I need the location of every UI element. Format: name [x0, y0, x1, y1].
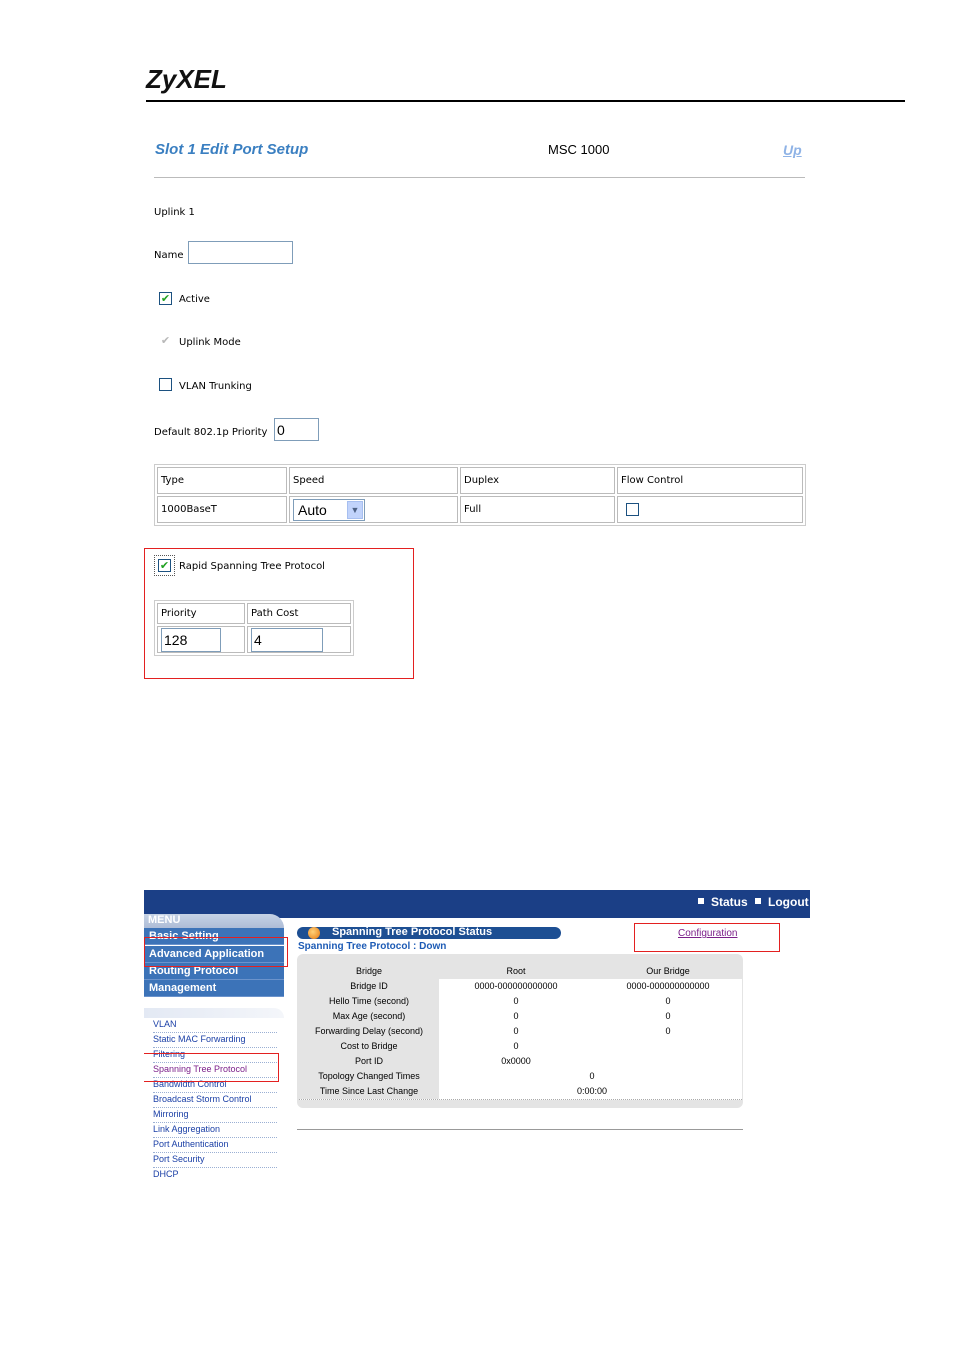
rstp-priority-header: Priority [157, 603, 245, 624]
submenu-broadcast-storm-control[interactable]: Broadcast Storm Control [153, 1092, 277, 1108]
stp-state: Spanning Tree Protocol : Down [298, 941, 447, 952]
duplex-value: Full [460, 496, 615, 523]
active-label: Active [179, 294, 210, 305]
flow-control-checkbox[interactable] [626, 503, 639, 516]
speed-cell [289, 496, 458, 523]
active-checkbox[interactable]: ✔ [160, 292, 171, 305]
name-input[interactable] [188, 241, 293, 264]
submenu-mirroring[interactable]: Mirroring [153, 1107, 277, 1123]
row-label: Cost to Bridge [299, 1039, 439, 1054]
menu-advanced-application[interactable]: Advanced Application [144, 946, 284, 963]
type-value: 1000BaseT [157, 496, 287, 523]
row-label: Hello Time (second) [299, 994, 439, 1009]
submenu-bandwidth-control[interactable]: Bandwidth Control [153, 1077, 277, 1093]
rstp-path-cost-header: Path Cost [247, 603, 351, 624]
submenu-port-authentication[interactable]: Port Authentication [153, 1137, 277, 1153]
speed-value: Auto [298, 501, 327, 518]
row-ours: 0 [665, 1026, 671, 1036]
menu-basic-setting[interactable]: Basic Setting [144, 928, 284, 945]
submenu-static-mac-forwarding[interactable]: Static MAC Forwarding [153, 1032, 277, 1048]
row-root: 0 [513, 996, 519, 1006]
submenu-link-aggregation[interactable]: Link Aggregation [153, 1122, 277, 1138]
vlan-trunking-checkbox[interactable] [159, 378, 172, 391]
menu-routing-protocol[interactable]: Routing Protocol [144, 963, 284, 980]
logout-link[interactable]: Logout [768, 895, 809, 909]
row-label: Bridge ID [299, 979, 439, 994]
row-root: 0 [513, 1011, 519, 1021]
row-label: Forwarding Delay (second) [299, 1024, 439, 1039]
row-label: Max Age (second) [299, 1009, 439, 1024]
col-bridge: Bridge [355, 966, 382, 976]
row-label: Port ID [299, 1054, 439, 1069]
configuration-link[interactable]: Configuration [678, 928, 738, 939]
row-root: 0x0000 [501, 1056, 531, 1066]
row-root: 0000-000000000000 [474, 981, 558, 991]
configuration-highlight [634, 923, 780, 952]
model-name: MSC 1000 [548, 142, 610, 157]
logout-nav[interactable] [753, 895, 809, 909]
submenu-dhcp[interactable]: DHCP [153, 1167, 277, 1182]
row-label: Time Since Last Change [299, 1084, 439, 1099]
col-our-bridge: Our Bridge [646, 966, 690, 976]
table-row [299, 1069, 742, 1085]
row-value: 0:00:00 [576, 1086, 608, 1096]
row-label: Topology Changed Times [299, 1069, 439, 1084]
table-row [299, 994, 742, 1010]
row-root: 0 [513, 1026, 519, 1036]
name-label: Name [154, 250, 184, 261]
zyxel-logo: ZyXEL [146, 64, 227, 94]
priority-label: Default 802.1p Priority [154, 427, 268, 438]
status-nav[interactable] [696, 895, 748, 909]
menu-management[interactable]: Management [144, 980, 284, 997]
submenu-vlan[interactable]: VLAN [153, 1017, 277, 1033]
rstp-path-cost-cell [247, 626, 351, 653]
stp-table-header [299, 964, 742, 979]
rstp-priority-input[interactable] [161, 628, 221, 652]
bottom-divider [297, 1129, 743, 1130]
status-title: Spanning Tree Protocol Status [332, 926, 493, 938]
header-duplex: Duplex [460, 467, 615, 494]
submenu-spanning-tree-protocol[interactable]: Spanning Tree Protocol [153, 1062, 277, 1078]
header-flow-control: Flow Control [617, 467, 803, 494]
menu-title: MENU [148, 914, 181, 926]
speed-select[interactable] [293, 499, 365, 521]
table-row [299, 1039, 742, 1055]
header-speed: Speed [289, 467, 458, 494]
table-row [299, 1024, 742, 1040]
logout-icon [753, 896, 763, 906]
row-ours: 0 [665, 1011, 671, 1021]
header-divider [146, 100, 905, 102]
stp-menu-highlight [144, 1053, 279, 1082]
priority-input[interactable] [274, 418, 319, 441]
section-label: Uplink 1 [154, 207, 195, 218]
port-settings-table [154, 464, 806, 526]
header-type: Type [157, 467, 287, 494]
chevron-down-icon[interactable]: ▼ [347, 501, 363, 519]
uplink-mode-checkbox[interactable]: ✔ [160, 334, 171, 347]
page-title: Slot 1 Edit Port Setup [155, 141, 309, 158]
status-orb-icon [308, 927, 320, 939]
submenu-port-security[interactable]: Port Security [153, 1152, 277, 1168]
rstp-path-cost-input[interactable] [251, 628, 323, 652]
row-value: 0 [589, 1071, 595, 1081]
uplink-mode-label: Uplink Mode [179, 337, 241, 348]
status-icon [696, 896, 706, 906]
table-row [299, 1084, 742, 1100]
title-divider [154, 177, 805, 178]
rstp-label: Rapid Spanning Tree Protocol [179, 561, 325, 572]
rstp-table [154, 600, 354, 656]
col-root: Root [506, 966, 526, 976]
stp-status-screenshot [144, 890, 810, 1182]
row-ours: 0000-000000000000 [626, 981, 710, 991]
row-ours: 0 [665, 996, 671, 1006]
flow-control-cell [617, 496, 803, 523]
table-row [299, 1054, 742, 1070]
vlan-trunking-label: VLAN Trunking [179, 381, 252, 392]
rstp-checkbox[interactable]: ✔ [159, 559, 170, 572]
submenu-filtering[interactable]: Filtering [153, 1047, 277, 1063]
up-link[interactable]: Up [783, 142, 802, 158]
advanced-app-highlight [144, 937, 288, 967]
table-row [299, 1009, 742, 1025]
table-row [299, 979, 742, 995]
rstp-priority-cell [157, 626, 245, 653]
row-root: 0 [513, 1041, 519, 1051]
status-link[interactable]: Status [711, 895, 748, 909]
